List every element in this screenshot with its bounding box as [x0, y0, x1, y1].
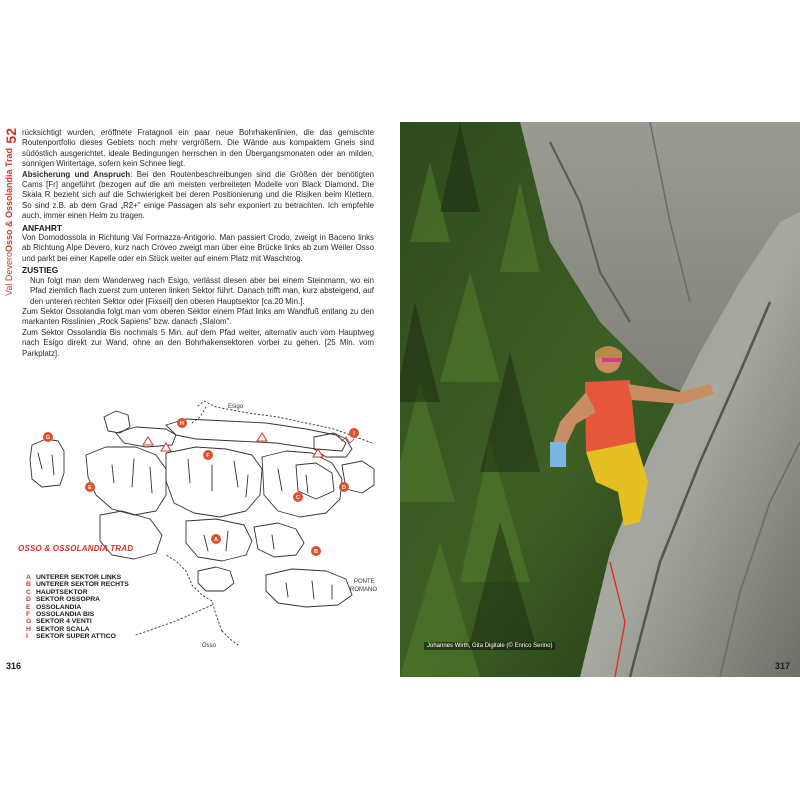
legend-label: UNTERER SEKTOR RECHTS [36, 581, 129, 589]
crag-title: Osso & Ossolandia Trad [4, 148, 14, 253]
page-number-right: 317 [774, 661, 790, 671]
label-romano: ROMANO [350, 587, 377, 593]
map-title: OSSO & OSSOLANDIA TRAD [18, 544, 134, 553]
approach-paragraph: Von Domodossola in Richtung Val Formazza-Antigorio. Man passiert Crodo, zweigt in Baceno links ab Richtung Alpe Devero, kurz nach Croveo zweigt man über eine Brücke links ab zum Weiler Osso und parkt bei einer Kapelle oder ein Stück weiter auf einem Platz mit Waschtrog. [22, 233, 374, 263]
legend-letter: F [26, 611, 31, 619]
legend-item [26, 618, 129, 625]
side-tab [2, 128, 20, 328]
marker-E: E [88, 485, 92, 491]
legend-letter: B [26, 581, 31, 589]
marker-D: D [342, 485, 346, 491]
label-esigo: Esigo [228, 404, 244, 410]
access-paragraph-2: Zum Sektor Ossolandia folgt man vom oberen Sektor einem Pfad links am Wandfuß entlang zu den markanten Risslinien „Rock Sapiens" bzw. danach „Slalom". [22, 306, 374, 327]
legend-item [26, 633, 129, 640]
protection-paragraph [22, 170, 374, 222]
intro-paragraph: rücksichtigt wurden, eröffnete Fratagnoli ein paar neue Bohrhakenlinien, die das gemischte Routenportfolio dieses Gebiets noch mehr vergrößern. Die Wände aus kompaktem Gneis sind südöstlich ausgerichtet, ideale Bedingungen herrschen in den Übergangsmonaten oder an milden, sonnigen Wintertage, sofern kein Schnee liegt. [22, 128, 374, 169]
legend-letter: H [26, 625, 31, 633]
protection-text: : Bei den Routenbeschreibungen sind die Größen der benötigten Cams [Fr] angeführt (bezogen auf die am meisten verbreiteten Modelle von Black Diamond. Die Skala R bezieht sich auf die Schwierigkeit bei deren Positionierung und die Risiken beim Klettern. So sind z.B. ab dem Grad „R2+" einige Passagen als sehr exponiert zu betrachten. Ich empfehle auch, immer einen Helm zu tragen. [22, 169, 375, 221]
legend-label: HAUPTSEKTOR [36, 588, 88, 596]
legend-label: SEKTOR 4 VENTI [36, 618, 92, 626]
legend-letter: I [26, 633, 28, 641]
label-osso: Osso [202, 643, 217, 649]
climber-photo [400, 122, 800, 677]
legend-item [26, 596, 129, 603]
marker-A: A [214, 537, 218, 543]
legend-letter: A [26, 574, 31, 581]
marker-H: H [180, 421, 184, 427]
legend-label: UNTERER SEKTOR LINKS [36, 574, 122, 581]
region-label: Val Devero [4, 252, 14, 296]
right-page [400, 0, 800, 800]
legend-label: SEKTOR OSSOPRA [36, 596, 101, 604]
page-number-left: 316 [6, 661, 22, 671]
label-ponte: PONTE [354, 579, 375, 585]
legend-letter: E [26, 603, 31, 611]
legend-label: OSSOLANDIA [36, 603, 82, 611]
approach-heading: ANFAHRT [22, 222, 63, 233]
legend-item [26, 574, 129, 581]
marker-I: I [353, 431, 355, 437]
access-paragraph-1: Nun folgt man dem Wanderweg nach Esigo, verlässt diesen aber bei einem Steinmann, wo ein Pfad ziemlich flach zuerst zum unteren linken Sektor führt. Danach trifft man, kurz absteigend, auf den unteren rechten Sektor oder [Fixseil] den oberen Hauptsektor [ca.20 Min.]. [30, 275, 374, 306]
legend-label: OSSOLANDIA BIS [36, 611, 95, 619]
marker-F: F [206, 453, 210, 459]
chapter-title [4, 148, 14, 296]
legend-item [26, 604, 129, 611]
marker-G: G [45, 435, 51, 441]
body-text [22, 128, 374, 359]
legend-label: SEKTOR SUPER ATTICO [36, 633, 116, 641]
access-heading: ZUSTIEG [22, 265, 59, 276]
legend-item [26, 611, 129, 618]
protection-lead: Absicherung und Anspruch [22, 169, 131, 179]
chapter-number: 52 [3, 128, 19, 144]
access-paragraph-3: Zum Sektor Ossolandia Bis nochmals 5 Min. auf dem Pfad weiter, alternativ auch vom Hauptweg nach Esigo direkt zur Wand, ohne an den Bohrhakensektoren vorbei zu gehen. [25 Min. vom Parkplatz]. [22, 327, 374, 358]
legend-item [26, 626, 129, 633]
photo-credit: Johannes Wirth, Gita Digitale (© Enrico Serino) [424, 642, 555, 650]
marker-B: B [314, 549, 318, 555]
sector-legend [26, 574, 129, 641]
legend-letter: G [26, 618, 32, 626]
legend-letter: D [26, 596, 31, 604]
legend-item [26, 589, 129, 596]
legend-label: SEKTOR SCALA [36, 625, 90, 633]
legend-letter: C [26, 588, 31, 596]
marker-C: C [296, 495, 300, 501]
legend-item [26, 581, 129, 588]
